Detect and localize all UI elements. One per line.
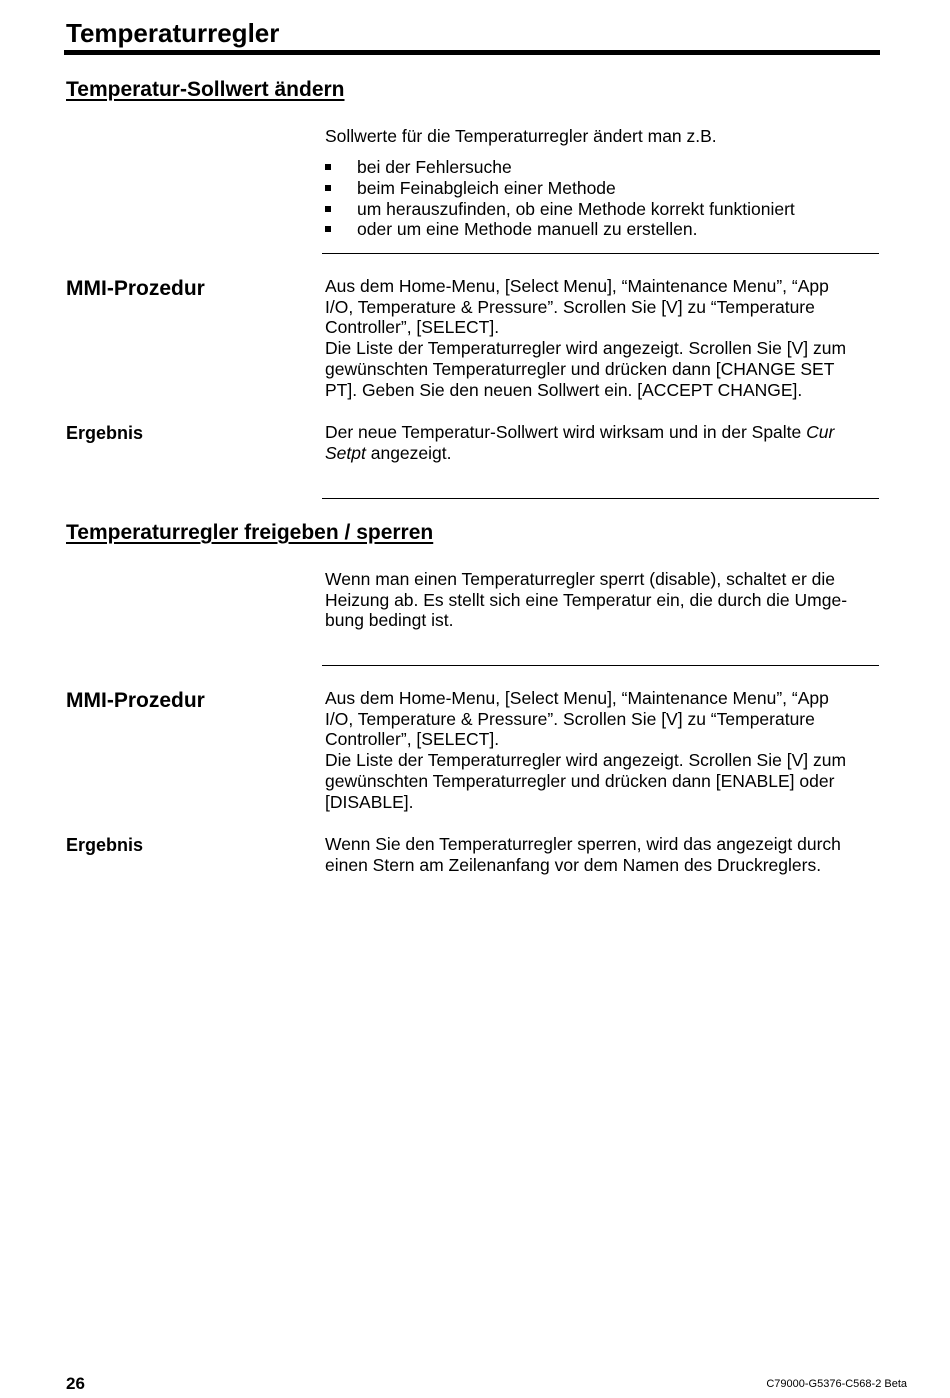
bullet-icon [325, 226, 331, 232]
setpoint-intro: Sollwerte für die Temperaturregler ändert man z.B. [325, 126, 717, 146]
list-item: bei der Fehlersuche [325, 157, 795, 178]
procedure-label: MMI-Prozedur [66, 689, 205, 712]
section-heading-enable-disable: Temperaturregler freigeben / sperren [66, 521, 434, 544]
list-item: oder um eine Methode manuell zu erstellen. [325, 219, 795, 240]
result-text: Der neue Temperatur-Sollwert wird wirksam und in der Spalte Cur Setpt angezeigt. [325, 422, 835, 463]
bullet-icon [325, 164, 331, 170]
result-label: Ergebnis [66, 835, 144, 855]
setpoint-reasons-list [325, 157, 795, 240]
page-number: 26 [66, 1374, 85, 1393]
divider [322, 665, 879, 666]
result-label: Ergebnis [66, 423, 144, 443]
procedure-text: Aus dem Home-Menu, [Select Menu], “Maintenance Menu”, “App I/O, Temperature & Pressure”. Scrollen Sie [V] zu “Temperature Controller”, [SELECT]. Die Liste der Temperaturregler wird angezeigt. Scrollen Sie [V] zum gewünschten Temperaturregler und drücken dann [CHANGE SET PT]. Geben Sie den neuen Sollwert ein. [ACCEPT CHANGE]. [325, 276, 847, 400]
section-heading-setpoint: Temperatur-Sollwert ändern [66, 78, 345, 101]
bullet-icon [325, 206, 331, 212]
enable-disable-intro: Wenn man einen Temperaturregler sperrt (disable), schaltet er die Heizung ab. Es stellt sich eine Temperatur ein, die durch die Umge- bung bedingt ist. [325, 569, 848, 631]
procedure-text: Aus dem Home-Menu, [Select Menu], “Maintenance Menu”, “App I/O, Temperature & Pressure”. Scrollen Sie [V] zu “Temperature Controller”, [SELECT]. Die Liste der Temperaturregler wird angezeigt. Scrollen Sie [V] zum gewünschten Temperaturregler und drücken dann [ENABLE] oder [DISABLE]. [325, 688, 847, 812]
title-rule [64, 50, 880, 55]
result-text: Wenn Sie den Temperaturregler sperren, wird das angezeigt durch einen Stern am Zeilenanfang vor dem Namen des Druckreglers. [325, 834, 841, 875]
page-title: Temperaturregler [66, 18, 280, 48]
bullet-icon [325, 185, 331, 191]
list-item: um herauszufinden, ob eine Methode korrekt funktioniert [325, 199, 795, 220]
procedure-label: MMI-Prozedur [66, 277, 205, 300]
document-code: C79000-G5376-C568-2 Beta [766, 1378, 907, 1390]
divider [322, 253, 879, 254]
list-item: beim Feinabgleich einer Methode [325, 178, 795, 199]
divider [322, 498, 879, 499]
